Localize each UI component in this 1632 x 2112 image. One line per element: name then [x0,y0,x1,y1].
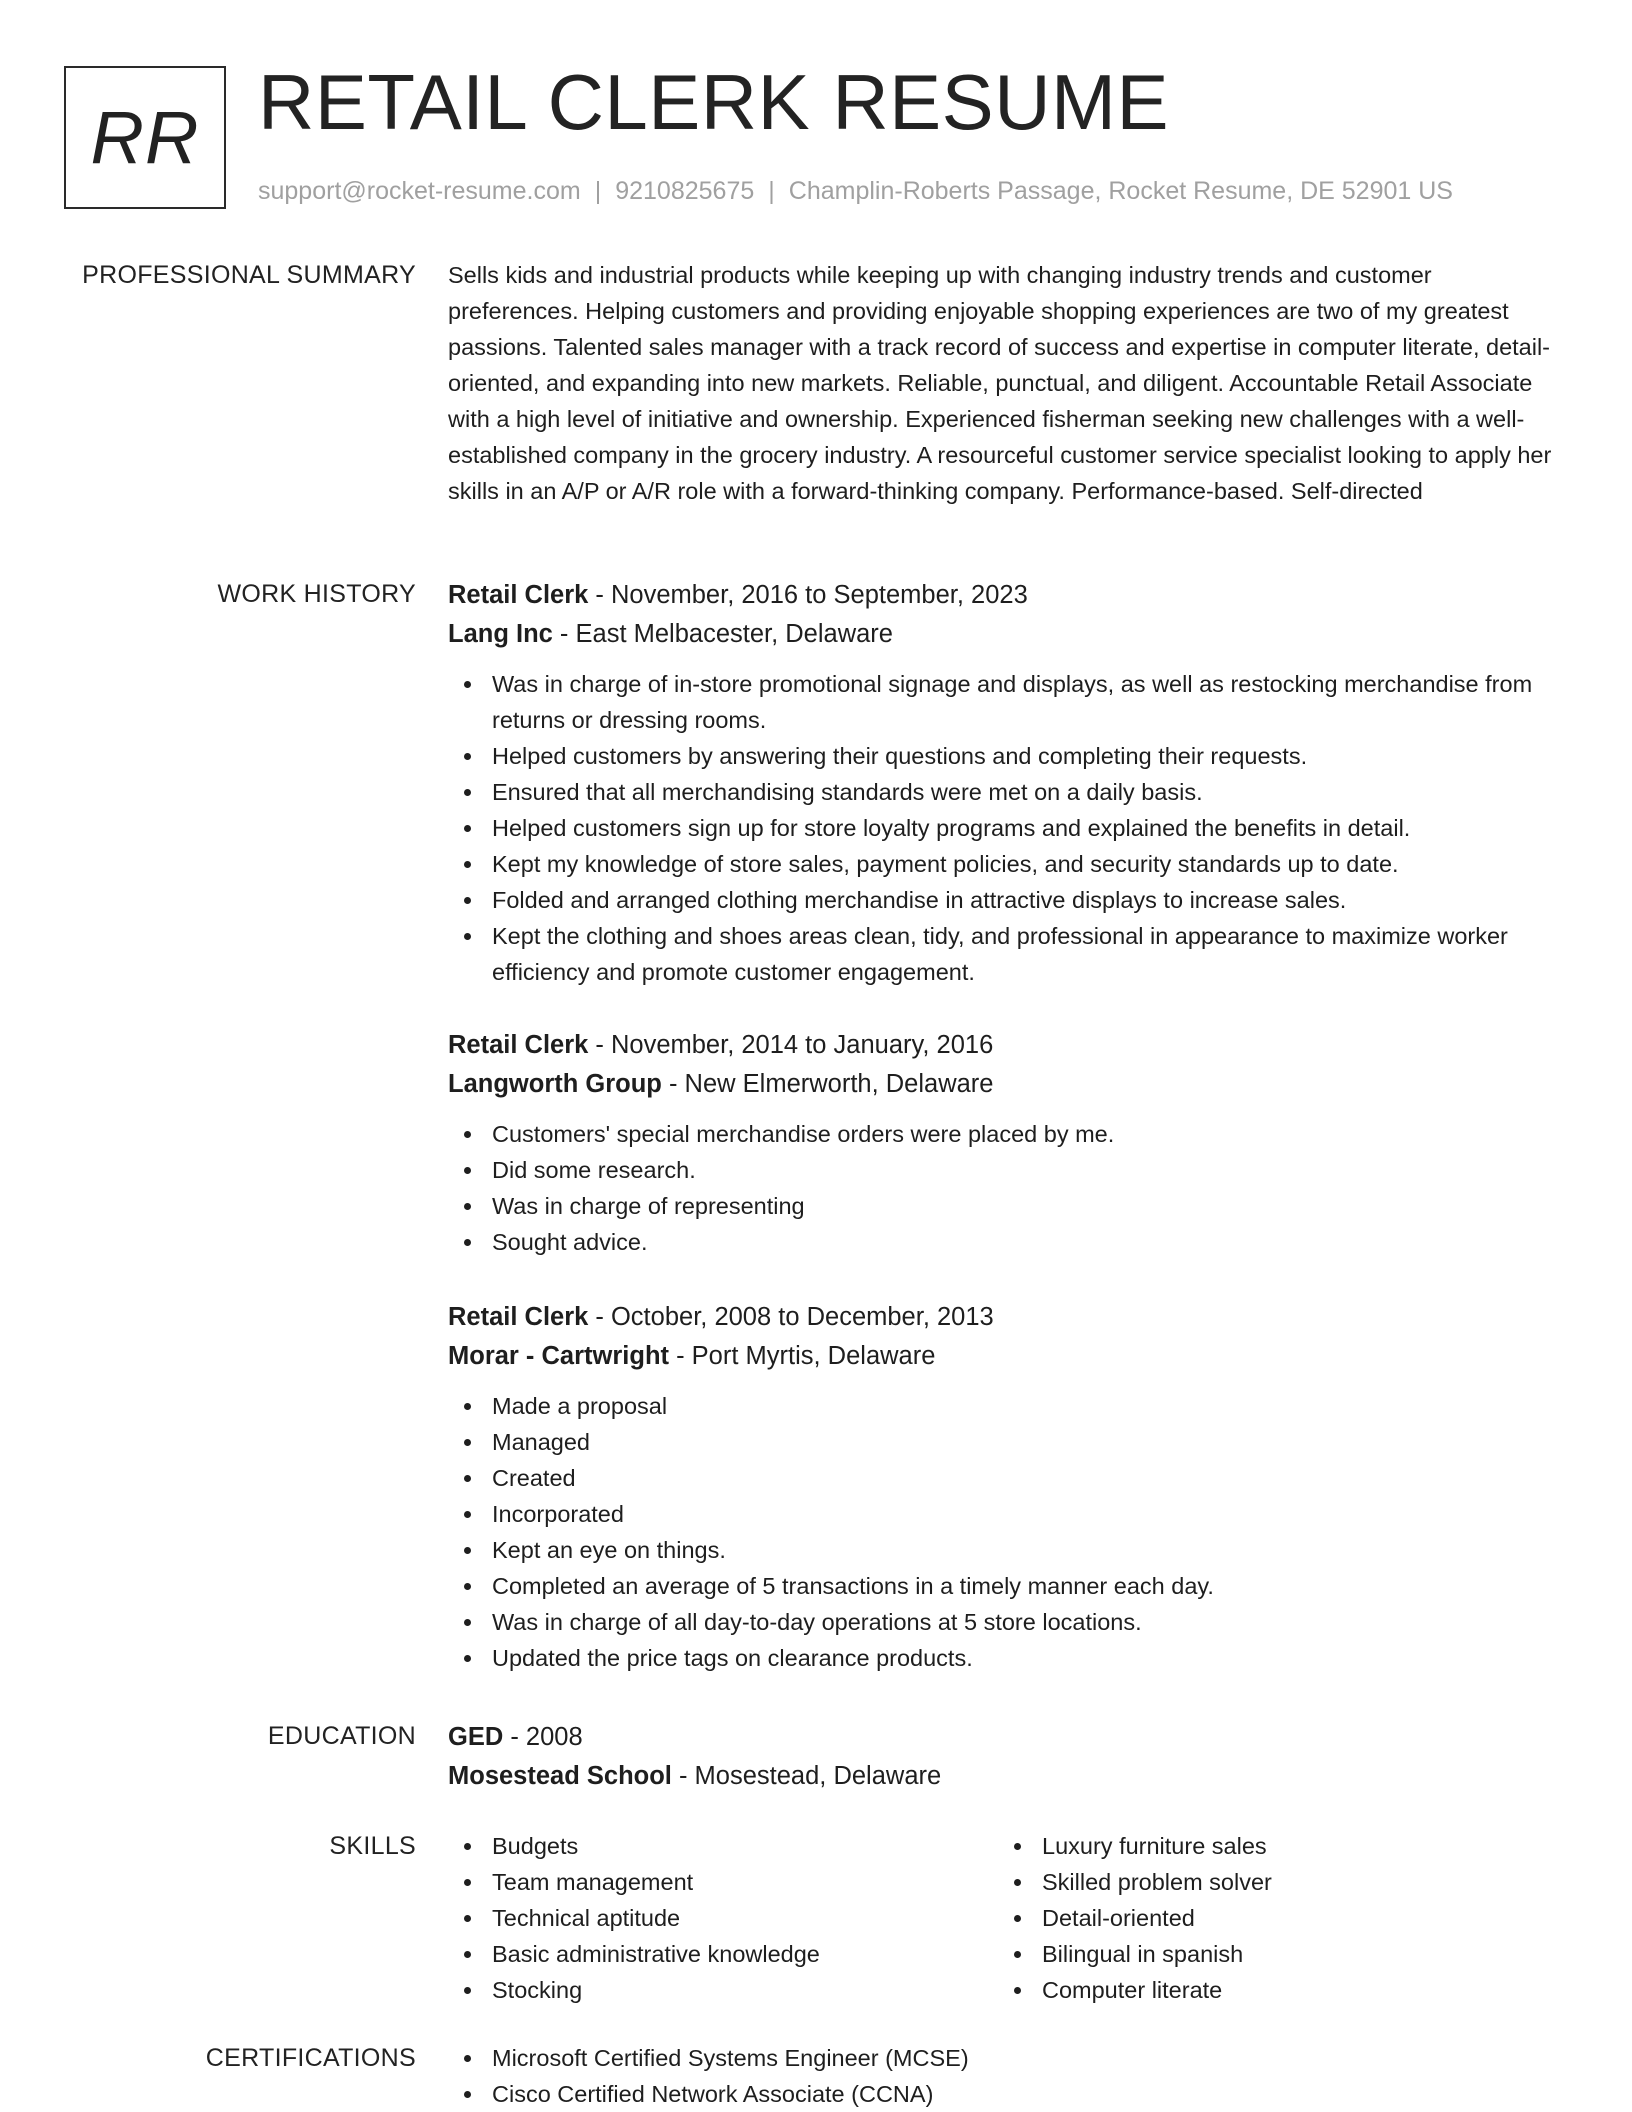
skill-item: Stocking [448,1972,998,2008]
job-dates: - November, 2014 to January, 2016 [588,1031,994,1059]
contact-separator: | [594,177,602,205]
monogram-badge [64,66,226,209]
skills-heading: SKILLS [329,1832,416,1860]
contact-line [258,174,1453,208]
job-location: - East Melbacester, Delaware [552,620,893,648]
summary-heading: PROFESSIONAL SUMMARY [82,261,416,289]
certifications-heading: CERTIFICATIONS [205,2044,416,2072]
job-company-line [448,1337,1568,1376]
job-company: Morar - Cartwright [448,1342,670,1370]
duty-item: Helped customers by answering their questions and completing their requests. [448,738,1568,774]
contact-address: Champlin-Roberts Passage, Rocket Resume, DE 52901 US [788,177,1453,205]
job-entry [448,1298,1568,1676]
duty-item: Customers' special merchandise orders were placed by me. [448,1116,1568,1152]
skill-item: Detail-oriented [998,1900,1548,1936]
duty-item: Incorporated [448,1496,1568,1532]
work-history-heading: WORK HISTORY [217,580,416,608]
job-dates: - October, 2008 to December, 2013 [588,1303,994,1331]
education-heading: EDUCATION [267,1722,416,1750]
job-entry [448,576,1568,990]
job-title: Retail Clerk [448,1303,589,1331]
school-name: Mosestead School [448,1762,672,1790]
certifications-list [448,2040,1568,2112]
school-line [448,1757,1568,1796]
job-title-line [448,1026,1568,1065]
skills-columns [448,1828,1568,2008]
duty-item: Kept an eye on things. [448,1532,1568,1568]
resume-title: RETAIL CLERK RESUME [258,58,1170,146]
job-title-line [448,1298,1568,1337]
job-duties-list [448,666,1568,990]
degree-year: - 2008 [503,1723,583,1751]
skill-item: Luxury furniture sales [998,1828,1548,1864]
skills-list-left [448,1828,998,2008]
certification-item: Cisco Certified Network Associate (CCNA) [448,2076,1568,2112]
duty-item: Managed [448,1424,1568,1460]
contact-phone[interactable]: 9210825675 [615,177,755,205]
duty-item: Created [448,1460,1568,1496]
monogram-initials: RR [90,96,200,179]
duty-item: Updated the price tags on clearance products. [448,1640,1568,1676]
job-location: - New Elmerworth, Delaware [661,1070,994,1098]
job-duties-list [448,1388,1568,1676]
job-company-line [448,615,1568,654]
duty-item: Did some research. [448,1152,1568,1188]
skill-item: Technical aptitude [448,1900,998,1936]
skill-item: Team management [448,1864,998,1900]
certifications-entry [448,2040,1568,2112]
skill-item: Skilled problem solver [998,1864,1548,1900]
degree-line [448,1718,1568,1757]
skill-item: Computer literate [998,1972,1548,2008]
job-dates: - November, 2016 to September, 2023 [588,581,1028,609]
duty-item: Completed an average of 5 transactions in a timely manner each day. [448,1568,1568,1604]
duty-item: Was in charge of representing [448,1188,1568,1224]
duty-item: Ensured that all merchandising standards were met on a daily basis. [448,774,1568,810]
contact-separator: | [768,177,775,205]
duty-item: Folded and arranged clothing merchandise in attractive displays to increase sales. [448,882,1568,918]
school-location: - Mosestead, Delaware [671,1762,942,1790]
job-entry [448,1026,1568,1260]
job-company: Lang Inc [448,620,553,648]
skill-item: Bilingual in spanish [998,1936,1548,1972]
job-location: - Port Myrtis, Delaware [669,1342,936,1370]
job-company-line [448,1065,1568,1104]
duty-item: Sought advice. [448,1224,1568,1260]
summary-text: Sells kids and industrial products while keeping up with changing industry trends and customer preferences. Helping customers and providing enjoyable shopping experiences are two of my greatest passions. Talented sales manager with a track record of success and expertise in computer literate, detail-oriented, and expanding into new markets. Reliable, punctual, and diligent. Accountable Retail Associate with a high level of initiative and ownership. Experienced fisherman seeking new challenges with a well-established company in the grocery industry. A resourceful customer service specialist looking to apply her skills in an A/P or A/R role with a forward-thinking company. Performance-based. Self-directed [448,262,1552,504]
duty-item: Kept the clothing and shoes areas clean, tidy, and professional in appearance to maximize worker efficiency and promote customer engagement. [448,918,1568,990]
job-title-line [448,576,1568,615]
education-entry [448,1718,1568,1796]
degree-name: GED [448,1723,504,1751]
duty-item: Made a proposal [448,1388,1568,1424]
certification-item: Microsoft Certified Systems Engineer (MCSE) [448,2040,1568,2076]
job-duties-list [448,1116,1568,1260]
contact-email[interactable]: support@rocket-resume.com [258,177,581,205]
duty-item: Kept my knowledge of store sales, payment policies, and security standards up to date. [448,846,1568,882]
skill-item: Budgets [448,1828,998,1864]
job-title: Retail Clerk [448,581,589,609]
job-company: Langworth Group [448,1070,662,1098]
duty-item: Helped customers sign up for store loyalty programs and explained the benefits in detail. [448,810,1568,846]
skill-item: Basic administrative knowledge [448,1936,998,1972]
skills-list-right [998,1828,1548,2008]
duty-item: Was in charge of in-store promotional signage and displays, as well as restocking merchandise from returns or dressing rooms. [448,666,1568,738]
job-title: Retail Clerk [448,1031,589,1059]
duty-item: Was in charge of all day-to-day operations at 5 store locations. [448,1604,1568,1640]
